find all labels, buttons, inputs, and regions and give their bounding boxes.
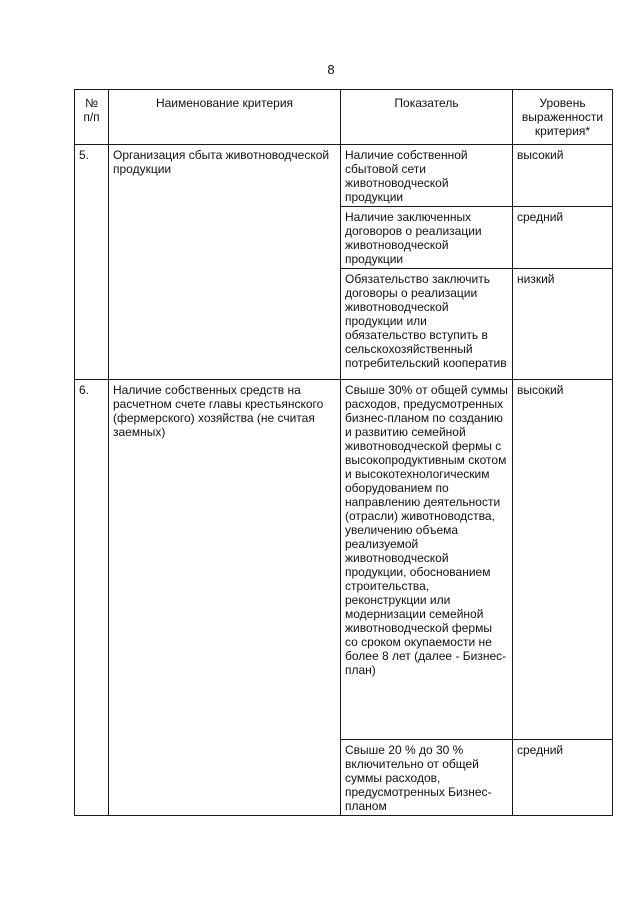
- row-number: 5.: [75, 145, 109, 380]
- criterion-name: Наличие собственных средств на расчетном счете главы крестьянского (фермерского) хозяйства (не считая заемных): [109, 380, 341, 816]
- header-level: Уровень выраженности критерия*: [513, 90, 613, 145]
- level-cell: средний: [513, 207, 613, 269]
- indicator-cell: Наличие заключенных договоров о реализации животноводческой продукции: [341, 207, 513, 269]
- header-number: № п/п: [75, 90, 109, 145]
- level-cell: низкий: [513, 269, 613, 380]
- page-number: 8: [327, 62, 335, 77]
- level-cell: высокий: [513, 380, 613, 740]
- criterion-name: Организация сбыта животноводческой продукции: [109, 145, 341, 380]
- table-header-row: [75, 90, 613, 145]
- indicator-cell: Свыше 20 % до 30 % включительно от общей суммы расходов, предусмотренных Бизнес-планом: [341, 740, 513, 816]
- criteria-table: [74, 89, 613, 816]
- level-cell: высокий: [513, 145, 613, 207]
- table-row: [75, 145, 613, 207]
- header-indicator: Показатель: [341, 90, 513, 145]
- table-row: [75, 380, 613, 740]
- row-number: 6.: [75, 380, 109, 816]
- indicator-cell: Обязательство заключить договоры о реализации животноводческой продукции или обязательство вступить в сельскохозяйственный потребительский кооператив: [341, 269, 513, 380]
- level-cell: средний: [513, 740, 613, 816]
- indicator-cell: Наличие собственной сбытовой сети животноводческой продукции: [341, 145, 513, 207]
- header-criterion-name: Наименование критерия: [109, 90, 341, 145]
- indicator-cell: Свыше 30% от общей суммы расходов, предусмотренных бизнес-планом по созданию и развитию семейной животноводческой фермы с высокопродуктивным скотом и высокотехнологическим оборудованием по направлению деятельности (отрасли) животноводства, увеличению объема реализуемой животноводческой продукции, обоснованием строительства, реконструкции или модернизации семейной животноводческой фермы со сроком окупаемости не более 8 лет (далее - Бизнес-план): [341, 380, 513, 740]
